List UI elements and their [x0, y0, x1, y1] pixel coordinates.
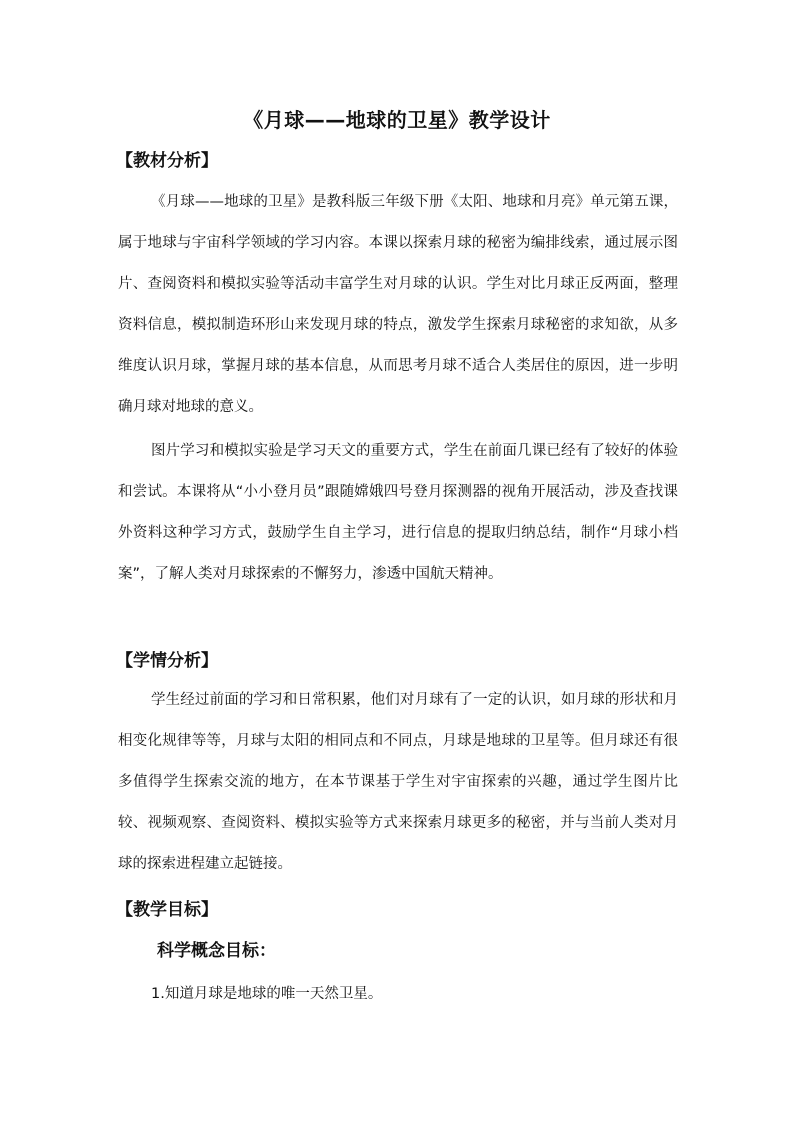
document-title: 《月球——地球的卫星》教学设计 [243, 108, 551, 132]
paragraph-material-analysis-1: 《月球——地球的卫星》是教科版三年级下册《太阳、地球和月亮》单元第五课，属于地球与宇宙科学领域的学习内容。本课以探索月球的秘密为编排线索，通过展示图片、查阅资料和模拟实验等活动丰富学生对月球的认识。学生对比月球正反两面，整理资料信息，模拟制造环形山来发现月球的特点，激发学生探索月球秘密的求知欲，从多维度认识月球，掌握月球的基本信息，从而思考月球不适合人类居住的原因，进一步明确月球对地球的意义。 [118, 194, 678, 415]
list-item: 1.知道月球是地球的唯一天然卫星。 [151, 986, 383, 1002]
section-heading-learner-analysis: 【学情分析】 [116, 651, 218, 671]
section-heading-material-analysis: 【教材分析】 [116, 151, 218, 171]
subheading-science-concept-goals: 科学概念目标： [157, 941, 276, 961]
paragraph-learner-analysis: 学生经过前面的学习和日常积累，他们对月球有了一定的认识，如月球的形状和月相变化规律等等，月球与太阳的相同点和不同点，月球是地球的卫星等。但月球还有很多值得学生探索交流的地方，在本节课基于学生对宇宙探索的兴趣，通过学生图片比较、视频观察、查阅资料、模拟实验等方式来探索月球更多的秘密，并与当前人类对月球的探索进程建立起链接。 [118, 692, 678, 872]
section-heading-teaching-goals: 【教学目标】 [116, 900, 218, 920]
paragraph-material-analysis-2: 图片学习和模拟实验是学习天文的重要方式，学生在前面几课已经有了较好的体验和尝试。本课将从“小小登月员”跟随嫦娥四号登月探测器的视角开展活动，涉及查找课外资料这种学习方式，鼓励学生自主学习，进行信息的提取归纳总结，制作“月球小档案”，了解人类对月球探索的不懈努力，渗透中国航天精神。 [118, 443, 678, 582]
